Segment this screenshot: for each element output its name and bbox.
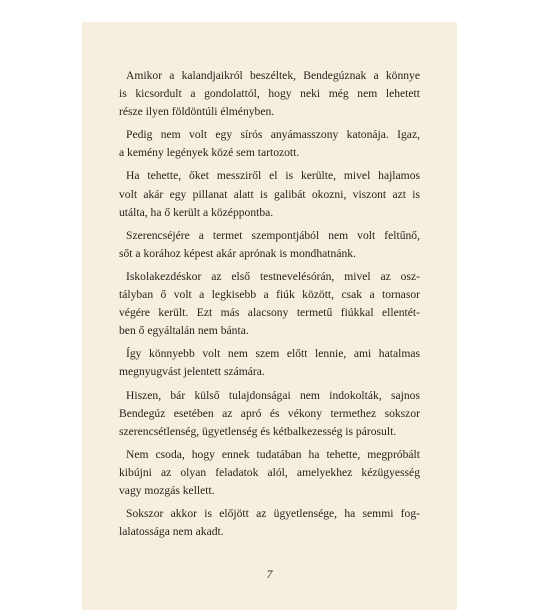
text-line: kibújni az olyan feladatok alól, amelyekhez kézügyesség (119, 465, 420, 479)
text-line: megnyugvást jelentett számára. (119, 365, 265, 379)
text-line: Sokszor akkor is előjött az ügyetlensége, ha semmi fog- (126, 507, 420, 521)
text-line: is kicsordult a gondolattól, hogy neki még nem lehetett (119, 87, 420, 101)
text-line: Hiszen, bár külső tulajdonságai nem indokolták, sajnos (126, 388, 420, 402)
paragraph (119, 505, 420, 541)
text-line: Így könnyebb volt nem szem előtt lennie, ami hatalmas (126, 347, 420, 361)
paragraph (119, 345, 420, 381)
text-line: Amikor a kalandjaikról beszéltek, Bendegúznak a könnye (126, 69, 420, 82)
paragraph (119, 387, 420, 441)
paragraph (119, 67, 420, 121)
book-page (82, 22, 457, 610)
text-line: végére került. Ezt más alacsony termetű fiúkkal ellentét- (119, 306, 420, 320)
text-line: lalatossága nem akadt. (119, 525, 224, 539)
text-line: sőt a korához képest akár aprónak is mondhatnánk. (119, 246, 356, 260)
text-line: Ha tehette, őket messziről el is kerülte, mivel hajlamos (126, 169, 420, 183)
text-line: Iskolakezdéskor az első testnevelésórán, mivel az osz- (126, 269, 420, 283)
text-line: tályban ő volt a legkisebb a fiúk között, csak a tornasor (119, 288, 420, 302)
text-line: ben ő egyáltalán nem bánta. (119, 324, 249, 338)
paragraph (119, 126, 420, 162)
text-line: része ilyen földöntúli élményben. (119, 105, 275, 119)
paragraph (119, 268, 420, 340)
text-line: Szerencséjére a termet szempontjából nem volt feltűnő, (126, 228, 420, 242)
page-number: 7 (266, 567, 273, 581)
text-line: Nem csoda, hogy ennek tudatában ha tehette, megpróbált (126, 447, 420, 461)
body-text (119, 67, 420, 546)
text-line: utálta, ha ő került a középpontba. (119, 205, 274, 219)
paragraph (119, 446, 420, 500)
paragraph (119, 167, 420, 221)
text-line: a kemény legények közé sem tartozott. (119, 146, 300, 160)
text-line: Pedig nem volt egy sírós anyámasszony katonája. Igaz, (126, 128, 420, 142)
text-line: Bendegúz esetében az apró és vékony termethez sokszor (119, 406, 420, 420)
text-line: volt akár egy pillanat alatt is galibát okozni, viszont azt is (119, 187, 420, 201)
text-line: vagy mozgás kellett. (119, 483, 215, 497)
paragraph (119, 227, 420, 263)
text-line: szerencsétlenség, ügyetlenség és kétbalkezesség is párosult. (119, 424, 397, 438)
